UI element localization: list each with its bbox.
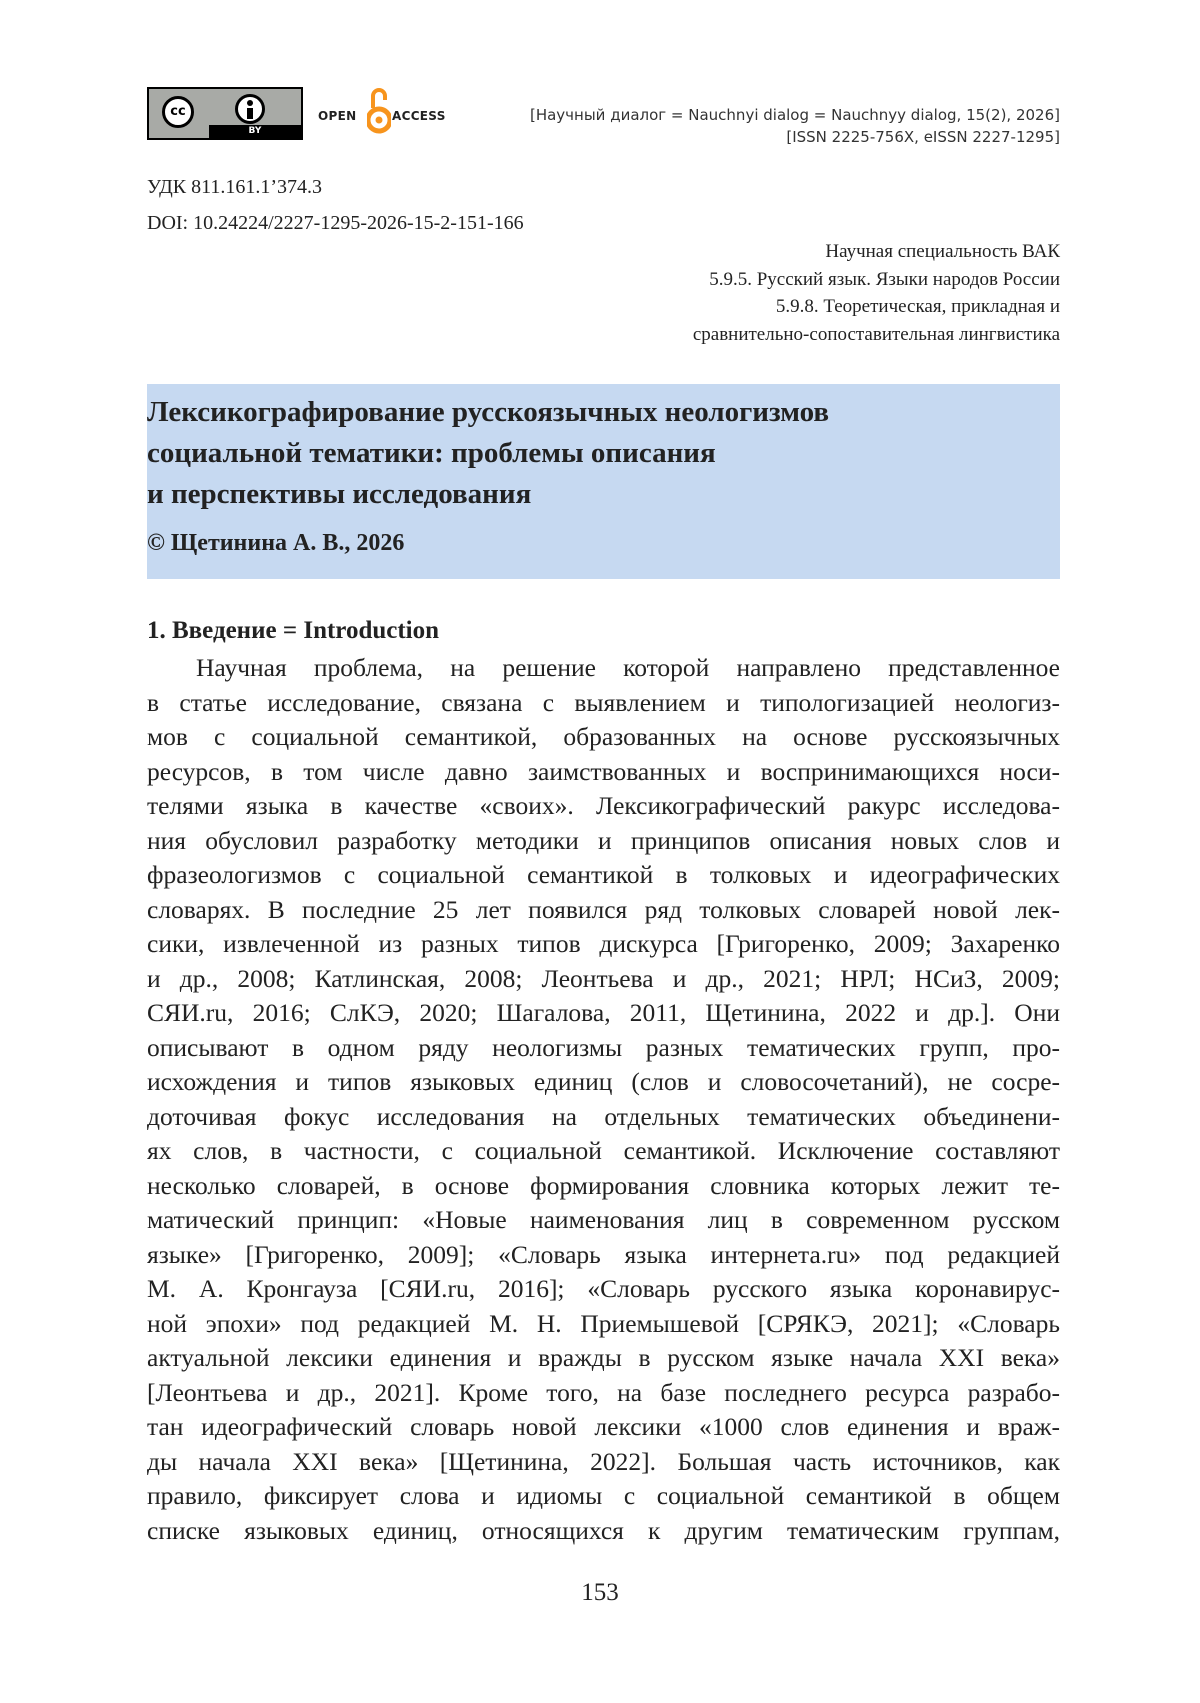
body-line: Научная проблема, на решение которой направлено представленное — [196, 653, 1060, 682]
body-line: актуальной лексики единения и вражды в русском языке начала XXI века» — [147, 1343, 1060, 1372]
doi-link[interactable]: DOI: 10.24224/2227-1295-2026-15-2-151-166 — [147, 212, 524, 234]
journal-issn: [ISSN 2225-756X, eISSN 2227-1295] — [786, 128, 1060, 146]
by-label: BY — [248, 126, 262, 136]
body-line: правило, фиксирует слова и идиомы с социальной семантикой в общем — [147, 1481, 1060, 1510]
body-line: ды начала XXI века» [Щетинина, 2022]. Большая часть источников, как — [147, 1446, 1060, 1476]
body-line: в статье исследование, связана с выявлением и типологизацией неологиз- — [147, 687, 1060, 717]
body-line: ния обусловил разработку методики и принципов описания новых слов и — [147, 825, 1060, 855]
body-line: доточивая фокус исследования на отдельных тематических объединени- — [147, 1101, 1060, 1131]
body-line: М. А. Кронгауза [СЯИ.ru, 2016]; «Словарь русского языка коронавирус- — [147, 1274, 1060, 1303]
author-copyright: © Щетинина А. В., 2026 — [147, 530, 405, 556]
article-title-line: Лексикографирование русскоязычных неологизмов — [147, 396, 830, 428]
body-line: сики, извлеченной из разных типов дискурса [Григоренко, 2009; Захаренко — [147, 929, 1060, 958]
body-line: фразеологизмов с социальной семантикой в толковых и идеографических — [147, 860, 1060, 889]
body-line: матический принцип: «Новые наименования лиц в современном русском — [147, 1205, 1060, 1234]
open-access-logo[interactable] — [318, 86, 458, 138]
vak-item: сравнительно-сопоставительная лингвистика — [692, 323, 1060, 345]
body-line: исхождения и типов языковых единиц (слов и словосочетаний), не сосре- — [147, 1067, 1060, 1096]
body-line: языке» [Григоренко, 2009]; «Словарь языка интернета.ru» под редакцией — [147, 1239, 1060, 1269]
body-line: словарях. В последние 25 лет появился ряд толковых словарей новой лек- — [147, 894, 1060, 924]
journal-reference — [530, 104, 1060, 148]
page-number: 153 — [581, 1579, 619, 1606]
article-title-line: и перспективы исследования — [147, 478, 532, 510]
body-line: и др., 2008; Катлинская, 2008; Леонтьева и др., 2021; НРЛ; НСиЗ, 2009; — [147, 963, 1060, 993]
vak-item: 5.9.5. Русский язык. Языки народов России — [709, 268, 1060, 290]
body-line: телями языка в качестве «своих». Лексикографический ракурс исследова- — [147, 791, 1060, 820]
body-line: описывают в одном ряду неологизмы разных тематических групп, про- — [147, 1032, 1060, 1062]
person-icon — [235, 94, 265, 124]
vak-heading: Научная специальность ВАК — [825, 241, 1060, 262]
open-label: OPEN — [318, 109, 357, 123]
body-paragraph — [147, 651, 1060, 1548]
section-heading: 1. Введение = Introduction — [147, 617, 440, 644]
body-line: тан идеографический словарь новой лексики «1000 слов единения и враж- — [147, 1412, 1060, 1441]
body-line: ях слов, в частности, с социальной семантикой. Исключение составляют — [147, 1136, 1060, 1165]
body-line: несколько словарей, в основе формирования словника которых лежит те- — [147, 1170, 1060, 1200]
vak-specialty-block — [693, 238, 1060, 348]
body-line: списке языковых единиц, относящихся к другим тематическим группам, — [147, 1515, 1060, 1545]
access-label: ACCESS — [392, 109, 446, 123]
cc-by-license-badge[interactable] — [147, 87, 303, 140]
vak-item: 5.9.8. Теоретическая, прикладная и — [775, 296, 1060, 317]
body-line: ной эпохи» под редакцией М. Н. Приемышевой [СРЯКЭ, 2021]; «Словарь — [147, 1308, 1060, 1338]
article-title-line: социальной тематики: проблемы описания — [147, 437, 716, 469]
body-line: мов с социальной семантикой, образованных на основе русскоязычных — [147, 722, 1060, 751]
open-access-lock-icon — [367, 86, 391, 136]
body-line: [Леонтьева и др., 2021]. Кроме того, на базе последнего ресурса разрабо- — [147, 1377, 1060, 1407]
title-box — [147, 384, 1060, 579]
journal-citation: [Научный диалог = Nauchnyi dialog = Nauchnyy dialog, 15(2), 2026] — [529, 106, 1060, 124]
udk-code: УДК 811.161.1’374.3 — [147, 176, 323, 198]
body-line: ресурсов, в том числе давно заимствованных и воспринимающихся носи- — [147, 756, 1060, 786]
cc-icon: cc — [162, 96, 194, 128]
body-line: СЯИ.ru, 2016; СлКЭ, 2020; Шагалова, 2011, Щетинина, 2022 и др.]. Они — [147, 998, 1060, 1027]
